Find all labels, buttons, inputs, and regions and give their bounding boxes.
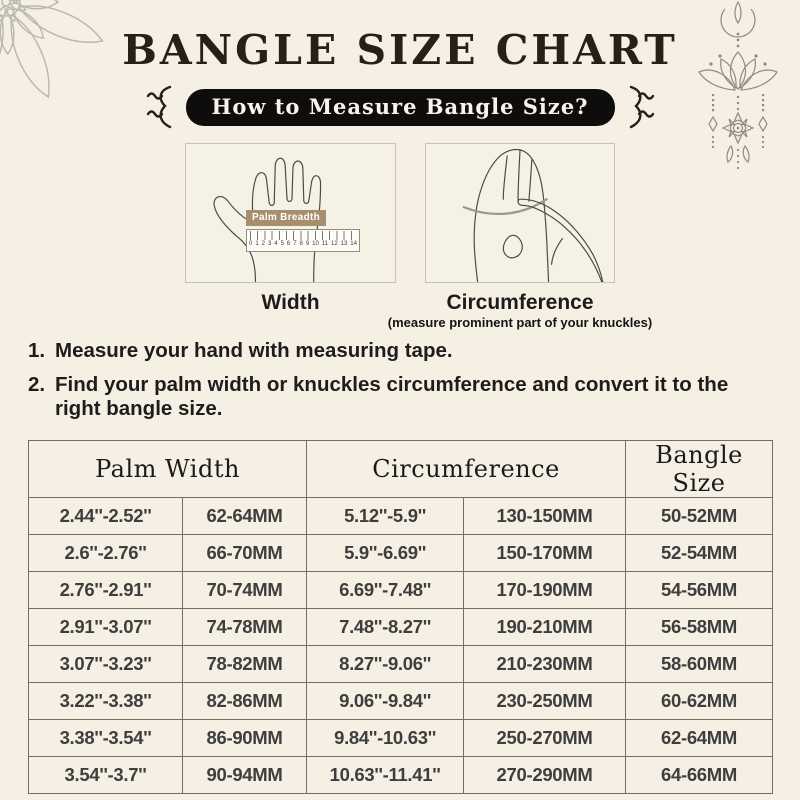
table-cell: 90-94MM <box>183 757 307 794</box>
column-header: Circumference <box>307 441 626 498</box>
page-title: BANGLE SIZE CHART <box>122 26 678 74</box>
table-row <box>29 757 773 794</box>
ruler-number: 0 <box>249 241 253 247</box>
ruler-number: 10 <box>312 241 319 247</box>
table-cell: 82-86MM <box>183 683 307 720</box>
table-cell: 3.07''-3.23'' <box>29 646 183 683</box>
table-row <box>29 498 773 535</box>
size-table-header-row <box>29 441 773 498</box>
hand-circumference-illustration <box>426 144 614 282</box>
ruler-number: 5 <box>280 241 284 247</box>
table-cell: 2.44''-2.52'' <box>29 498 183 535</box>
table-cell: 3.38''-3.54'' <box>29 720 183 757</box>
instruction-item-2 <box>28 373 763 421</box>
table-row <box>29 572 773 609</box>
table-cell: 270-290MM <box>464 757 626 794</box>
circumference-caption <box>375 291 665 330</box>
table-cell: 2.91''-3.07'' <box>29 609 183 646</box>
ruler-number: 13 <box>340 241 348 247</box>
ruler-number: 2 <box>261 241 265 247</box>
instruction-number: 1. <box>28 339 46 362</box>
table-cell: 250-270MM <box>464 720 626 757</box>
table-cell: 78-82MM <box>183 646 307 683</box>
table-cell: 150-170MM <box>464 535 626 572</box>
ruler-number: 4 <box>274 241 278 247</box>
ruler-number: 1 <box>255 241 259 247</box>
table-cell: 210-230MM <box>464 646 626 683</box>
table-cell: 54-56MM <box>626 572 773 609</box>
instruction-text: Find your palm width or knuckles circumference and convert it to the right bangle size. <box>55 373 729 421</box>
table-cell: 50-52MM <box>626 498 773 535</box>
table-cell: 8.27''-9.06'' <box>307 646 464 683</box>
instruction-item-1 <box>28 339 763 363</box>
table-cell: 2.76''-2.91'' <box>29 572 183 609</box>
width-illustration-box <box>185 143 396 283</box>
flourish-right-icon <box>625 84 655 130</box>
table-cell: 7.48''-8.27'' <box>307 609 464 646</box>
instruction-number: 2. <box>28 373 46 397</box>
ruler-number: 14 <box>350 241 357 247</box>
badge-row <box>0 84 800 130</box>
table-cell: 2.6''-2.76'' <box>29 535 183 572</box>
table-cell: 86-90MM <box>183 720 307 757</box>
size-table <box>28 440 773 794</box>
table-row <box>29 683 773 720</box>
width-caption: Width <box>261 291 320 314</box>
table-cell: 52-54MM <box>626 535 773 572</box>
size-table-body <box>29 498 773 794</box>
table-cell: 60-62MM <box>626 683 773 720</box>
table-row <box>29 609 773 646</box>
table-cell: 56-58MM <box>626 609 773 646</box>
table-row <box>29 720 773 757</box>
table-cell: 230-250MM <box>464 683 626 720</box>
table-cell: 10.63''-11.41'' <box>307 757 464 794</box>
table-cell: 170-190MM <box>464 572 626 609</box>
ruler-number: 6 <box>286 241 291 247</box>
table-cell: 3.22''-3.38'' <box>29 683 183 720</box>
table-cell: 58-60MM <box>626 646 773 683</box>
table-cell: 130-150MM <box>464 498 626 535</box>
table-cell: 62-64MM <box>183 498 307 535</box>
subtitle-badge: How to Measure Bangle Size? <box>186 89 615 126</box>
table-row <box>29 535 773 572</box>
ruler-number: 7 <box>293 241 297 247</box>
table-cell: 5.12''-5.9'' <box>307 498 464 535</box>
instructions-list <box>28 339 763 432</box>
palm-breadth-label: Palm Breadth <box>246 210 326 226</box>
ruler-number: 9 <box>305 241 310 247</box>
table-cell: 5.9''-6.69'' <box>307 535 464 572</box>
column-header: Palm Width <box>29 441 307 498</box>
palm-ruler <box>246 229 360 252</box>
table-cell: 62-64MM <box>626 720 773 757</box>
ruler-number: 3 <box>267 241 272 247</box>
table-cell: 66-70MM <box>183 535 307 572</box>
ruler-numbers <box>247 240 359 247</box>
table-cell: 6.69''-7.48'' <box>307 572 464 609</box>
circumference-note: (measure prominent part of your knuckles) <box>387 315 653 330</box>
table-cell: 9.06''-9.84'' <box>307 683 464 720</box>
circumference-caption-text: Circumference <box>446 291 594 314</box>
table-cell: 64-66MM <box>626 757 773 794</box>
table-cell: 190-210MM <box>464 609 626 646</box>
table-row <box>29 646 773 683</box>
table-cell: 70-74MM <box>183 572 307 609</box>
ruler-number: 12 <box>330 241 338 247</box>
circumference-illustration-box <box>425 143 615 283</box>
table-cell: 9.84''-10.63'' <box>307 720 464 757</box>
table-cell: 74-78MM <box>183 609 307 646</box>
ruler-number: 11 <box>321 241 329 247</box>
flourish-left-icon <box>146 84 176 130</box>
instruction-text: Measure your hand with measuring tape. <box>55 339 453 362</box>
ruler-ticks <box>250 231 356 240</box>
column-header: Bangle Size <box>626 441 773 498</box>
ruler-number: 8 <box>299 241 303 247</box>
table-cell: 3.54''-3.7'' <box>29 757 183 794</box>
